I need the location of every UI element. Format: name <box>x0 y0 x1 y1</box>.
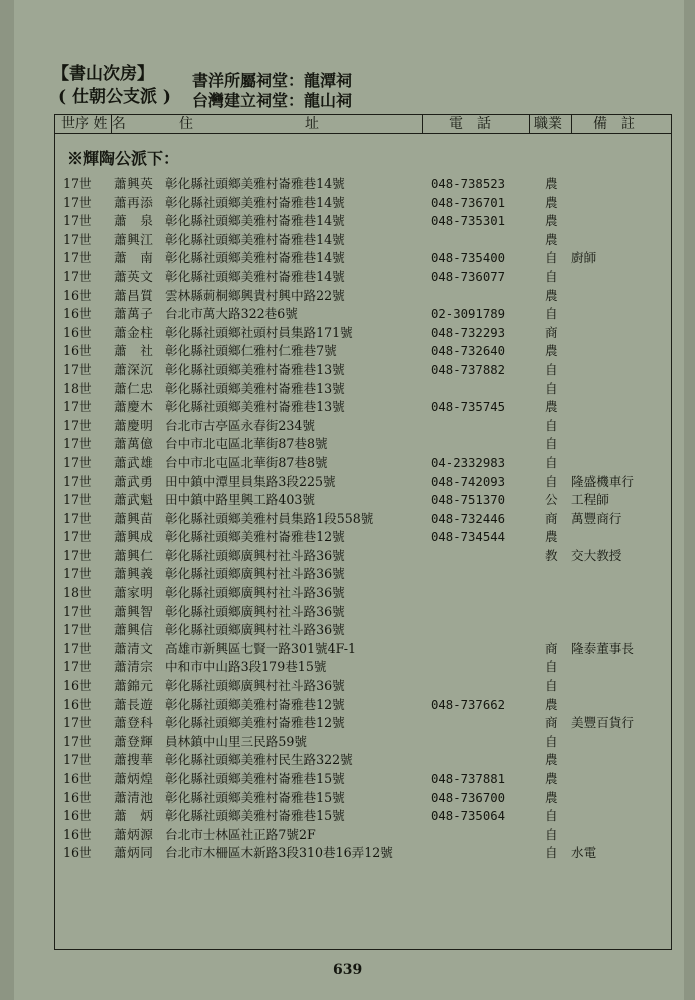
occupation-cell: 自 <box>545 826 558 842</box>
gen-cell: 17世 <box>63 268 92 284</box>
name-cell: 蕭再添 <box>114 194 154 210</box>
occupation-cell: 自 <box>545 436 558 452</box>
table-row <box>55 398 671 417</box>
occupation-cell: 農 <box>545 176 558 191</box>
address-cell: 彰化縣社頭鄉仁雅村仁雅巷7號 <box>165 343 337 359</box>
table-row <box>55 528 671 547</box>
table-row <box>55 584 671 603</box>
name-cell: 蕭炳同 <box>114 845 154 861</box>
address-cell: 高雄市新興區七賢一路301號4F-1 <box>165 640 357 656</box>
col-address: 住 址 <box>179 116 319 132</box>
address-cell: 彰化縣社頭鄉美雅村崙雅巷14號 <box>165 268 345 284</box>
occupation-cell: 自 <box>545 306 558 322</box>
occupation-cell: 自 <box>545 417 558 433</box>
occupation-cell: 農 <box>545 752 558 768</box>
address-cell: 台北市士林區社正路7號2F <box>165 826 316 842</box>
column-divider <box>529 115 530 133</box>
phone-cell: 048-734544 <box>431 530 506 545</box>
gen-cell: 17世 <box>63 640 92 656</box>
table-row <box>55 435 671 454</box>
name-cell: 蕭搜華 <box>114 752 154 768</box>
name-cell: 蕭興智 <box>114 603 154 619</box>
table-row <box>55 844 671 863</box>
address-cell: 彰化縣社頭鄉美雅村崙雅巷15號 <box>165 789 345 805</box>
name-cell: 蕭興苗 <box>114 510 154 526</box>
gen-cell: 17世 <box>63 566 92 582</box>
phone-cell: 048-737662 <box>431 697 506 712</box>
name-cell: 蕭 泉 <box>114 213 154 229</box>
name-cell: 蕭 社 <box>114 343 154 359</box>
name-cell: 蕭興義 <box>114 566 154 582</box>
table-row <box>55 658 671 677</box>
table-row <box>55 640 671 659</box>
name-cell: 蕭慶明 <box>114 417 154 433</box>
table-row <box>55 621 671 640</box>
name-cell: 蕭興英 <box>114 176 154 191</box>
name-cell: 蕭慶木 <box>114 399 154 415</box>
table-row <box>55 231 671 250</box>
address-cell: 彰化縣社頭鄉美雅村崙雅巷15號 <box>165 808 345 824</box>
address-cell: 台北市木柵區木新路3段310巷16弄12號 <box>165 845 393 861</box>
occupation-cell: 農 <box>545 696 558 712</box>
table-row <box>55 305 671 324</box>
phone-cell: 048-732446 <box>431 511 506 526</box>
name-cell: 蕭仁忠 <box>114 380 154 396</box>
occupation-cell: 自 <box>545 380 558 396</box>
table-row <box>55 361 671 380</box>
phone-cell: 02-3091789 <box>431 307 506 322</box>
table-row <box>55 175 671 194</box>
table-row <box>55 807 671 826</box>
name-cell: 蕭金柱 <box>114 324 154 340</box>
address-cell: 彰化縣社頭鄉廣興村社斗路36號 <box>165 603 345 619</box>
name-cell: 蕭長遊 <box>114 696 154 712</box>
ancestral-hall-label: 書洋所屬祠堂：龍潭祠 <box>192 71 353 90</box>
name-cell: 蕭昌質 <box>114 287 154 303</box>
phone-cell: 048-735064 <box>431 809 506 824</box>
occupation-cell: 自 <box>545 473 558 489</box>
address-cell: 彰化縣社頭鄉美雅村崙雅巷13號 <box>165 380 345 396</box>
address-cell: 雲林縣莿桐鄉興貴村興中路22號 <box>165 287 345 303</box>
address-cell: 田中鎮中路里興工路403號 <box>165 492 315 508</box>
occupation-cell: 教 <box>545 547 558 563</box>
occupation-cell: 商 <box>545 640 558 656</box>
table-row <box>55 342 671 361</box>
phone-cell: 048-737881 <box>431 772 506 786</box>
remarks-cell: 萬豐商行 <box>571 510 622 526</box>
gen-cell: 17世 <box>63 436 92 452</box>
name-cell: 蕭炳源 <box>114 826 154 842</box>
table-header <box>55 115 671 134</box>
name-cell: 蕭興江 <box>114 231 154 247</box>
address-cell: 彰化縣社頭鄉廣興村社斗路36號 <box>165 547 345 563</box>
gen-cell: 17世 <box>63 417 92 433</box>
phone-cell: 04-2332983 <box>431 455 506 470</box>
occupation-cell: 公 <box>545 492 558 508</box>
gen-cell: 17世 <box>63 622 92 638</box>
table-row <box>55 380 671 399</box>
occupation-cell: 農 <box>545 194 558 210</box>
table-row <box>55 714 671 733</box>
phone-cell: 048-735301 <box>431 214 506 229</box>
table-row <box>55 696 671 715</box>
occupation-cell: 自 <box>545 678 558 694</box>
table-row <box>55 510 671 529</box>
gen-cell: 16世 <box>63 678 92 694</box>
name-cell: 蕭 南 <box>114 250 154 266</box>
gen-cell: 16世 <box>63 696 92 712</box>
section-title: ※輝陶公派下： <box>67 149 180 168</box>
table-row <box>55 565 671 584</box>
address-cell: 彰化縣社頭鄉美雅村員集路1段558號 <box>165 510 374 526</box>
col-phone: 電 話 <box>449 116 491 132</box>
gen-cell: 17世 <box>63 733 92 749</box>
occupation-cell: 自 <box>545 733 558 749</box>
gen-cell: 16世 <box>63 789 92 805</box>
name-cell: 蕭武雄 <box>114 454 154 470</box>
table-row <box>55 826 671 845</box>
name-cell: 蕭興信 <box>114 622 154 638</box>
table-row <box>55 547 671 566</box>
address-cell: 彰化縣社頭鄉美雅村崙雅巷14號 <box>165 176 345 191</box>
name-cell: 蕭興仁 <box>114 547 154 563</box>
gen-cell: 17世 <box>63 399 92 415</box>
phone-cell: 048-737882 <box>431 362 506 377</box>
remarks-cell: 工程師 <box>571 492 609 508</box>
address-cell: 彰化縣社頭鄉美雅村崙雅巷14號 <box>165 250 345 266</box>
table-row <box>55 249 671 268</box>
occupation-cell: 農 <box>545 213 558 229</box>
phone-cell: 048-742093 <box>431 474 506 489</box>
address-cell: 彰化縣社頭鄉美雅村崙雅巷12號 <box>165 529 345 545</box>
table-row <box>55 473 671 492</box>
table-row <box>55 324 671 343</box>
gen-cell: 17世 <box>63 454 92 470</box>
table-row <box>55 287 671 306</box>
occupation-cell: 農 <box>545 399 558 415</box>
gen-cell: 17世 <box>63 231 92 247</box>
name-cell: 蕭武魁 <box>114 492 154 508</box>
address-cell: 彰化縣社頭鄉美雅村崙雅巷12號 <box>165 696 345 712</box>
table-row <box>55 733 671 752</box>
address-cell: 彰化縣社頭鄉美雅村崙雅巷12號 <box>165 715 345 731</box>
address-cell: 彰化縣社頭鄉美雅村民生路322號 <box>165 752 353 768</box>
name-cell: 蕭登輝 <box>114 733 154 749</box>
table-row <box>55 212 671 231</box>
remarks-cell: 隆泰董事長 <box>571 640 634 656</box>
occupation-cell: 農 <box>545 343 558 359</box>
occupation-cell: 商 <box>545 715 558 731</box>
phone-cell: 048-736701 <box>431 195 506 210</box>
column-divider <box>111 115 112 133</box>
remarks-cell: 美豐百貨行 <box>571 715 634 731</box>
occupation-cell: 自 <box>545 659 558 675</box>
occupation-cell: 農 <box>545 287 558 303</box>
occupation-cell: 自 <box>545 454 558 470</box>
address-cell: 台北市萬大路322巷6號 <box>165 306 298 322</box>
occupation-cell: 自 <box>545 845 558 861</box>
gen-cell: 16世 <box>63 771 92 786</box>
name-cell: 蕭清文 <box>114 640 154 656</box>
address-cell: 彰化縣社頭鄉社頭村員集路171號 <box>165 324 353 340</box>
sub-branch-title: ( 仕朝公支派 ) <box>58 87 171 107</box>
taiwan-hall-label: 台灣建立祠堂：龍山祠 <box>192 91 353 110</box>
name-cell: 蕭萬子 <box>114 306 154 322</box>
occupation-cell: 自 <box>545 250 558 266</box>
phone-cell: 048-738523 <box>431 177 506 191</box>
address-cell: 中和市中山路3段179巷15號 <box>165 659 327 675</box>
address-cell: 台北市古亭區永春街234號 <box>165 417 315 433</box>
table-row <box>55 194 671 213</box>
address-cell: 田中鎮中潭里員集路3段225號 <box>165 473 336 489</box>
address-cell: 彰化縣社頭鄉廣興村社斗路36號 <box>165 566 345 582</box>
gen-cell: 16世 <box>63 826 92 842</box>
name-cell: 蕭英文 <box>114 268 154 284</box>
phone-cell: 048-751370 <box>431 493 506 508</box>
name-cell: 蕭清池 <box>114 789 154 805</box>
occupation-cell: 農 <box>545 529 558 545</box>
gen-cell: 18世 <box>63 585 92 601</box>
address-cell: 彰化縣社頭鄉廣興村社斗路36號 <box>165 622 345 638</box>
table-row <box>55 454 671 473</box>
name-cell: 蕭 炳 <box>114 808 154 824</box>
name-cell: 蕭炳煌 <box>114 771 154 786</box>
column-divider <box>422 115 423 133</box>
table-row <box>55 268 671 287</box>
table-row <box>55 789 671 808</box>
gen-cell: 17世 <box>63 176 92 191</box>
name-cell: 蕭清宗 <box>114 659 154 675</box>
remarks-cell: 交大教授 <box>571 547 622 563</box>
table-row <box>55 603 671 622</box>
name-cell: 蕭興成 <box>114 529 154 545</box>
table-row <box>55 491 671 510</box>
page-number: 639 <box>333 962 363 978</box>
gen-cell: 16世 <box>63 324 92 340</box>
remarks-cell: 隆盛機車行 <box>571 473 634 489</box>
table-row <box>55 751 671 770</box>
gen-cell: 17世 <box>63 250 92 266</box>
address-cell: 台中市北屯區北華街87巷8號 <box>165 454 328 470</box>
col-gen-name: 世序 姓 名 <box>61 116 126 132</box>
phone-cell: 048-736700 <box>431 790 506 805</box>
address-cell: 彰化縣社頭鄉美雅村崙雅巷14號 <box>165 231 345 247</box>
address-cell: 彰化縣社頭鄉廣興村社斗路36號 <box>165 585 345 601</box>
gen-cell: 16世 <box>63 287 92 303</box>
occupation-cell: 商 <box>545 510 558 526</box>
name-cell: 蕭深沉 <box>114 361 154 377</box>
table-row <box>55 770 671 789</box>
address-cell: 彰化縣社頭鄉廣興村社斗路36號 <box>165 678 345 694</box>
occupation-cell: 商 <box>545 324 558 340</box>
occupation-cell: 農 <box>545 771 558 786</box>
gen-cell: 17世 <box>63 194 92 210</box>
gen-cell: 17世 <box>63 659 92 675</box>
phone-cell: 048-736077 <box>431 269 506 284</box>
phone-cell: 048-732640 <box>431 344 506 359</box>
gen-cell: 17世 <box>63 547 92 563</box>
gen-cell: 17世 <box>63 510 92 526</box>
occupation-cell: 自 <box>545 361 558 377</box>
address-cell: 彰化縣社頭鄉美雅村崙雅巷14號 <box>165 213 345 229</box>
phone-cell: 048-732293 <box>431 325 506 340</box>
phone-cell: 048-735745 <box>431 400 506 415</box>
gen-cell: 17世 <box>63 473 92 489</box>
gen-cell: 16世 <box>63 845 92 861</box>
address-cell: 彰化縣社頭鄉美雅村崙雅巷14號 <box>165 194 345 210</box>
gen-cell: 17世 <box>63 213 92 229</box>
name-cell: 蕭錦元 <box>114 678 154 694</box>
phone-cell: 048-735400 <box>431 251 506 266</box>
remarks-cell: 廚師 <box>571 250 597 266</box>
name-cell: 蕭登科 <box>114 715 154 731</box>
family-branch-title: 【書山次房】 <box>52 64 154 84</box>
gen-cell: 17世 <box>63 529 92 545</box>
table-row <box>55 677 671 696</box>
directory-table <box>54 114 672 950</box>
table-row <box>55 417 671 436</box>
gen-cell: 17世 <box>63 603 92 619</box>
address-cell: 彰化縣社頭鄉美雅村崙雅巷13號 <box>165 399 345 415</box>
name-cell: 蕭武勇 <box>114 473 154 489</box>
address-cell: 彰化縣社頭鄉美雅村崙雅巷15號 <box>165 771 345 786</box>
gen-cell: 17世 <box>63 752 92 768</box>
table-body <box>55 175 671 863</box>
column-divider <box>571 115 572 133</box>
gen-cell: 17世 <box>63 492 92 508</box>
document-page <box>14 0 684 1000</box>
occupation-cell: 農 <box>545 789 558 805</box>
address-cell: 彰化縣社頭鄉美雅村崙雅巷13號 <box>165 361 345 377</box>
address-cell: 員林鎮中山里三民路59號 <box>165 733 307 749</box>
name-cell: 蕭萬億 <box>114 436 154 452</box>
address-cell: 台中市北屯區北華街87巷8號 <box>165 436 328 452</box>
remarks-cell: 水電 <box>571 845 597 861</box>
gen-cell: 18世 <box>63 380 92 396</box>
occupation-cell: 農 <box>545 231 558 247</box>
occupation-cell: 自 <box>545 268 558 284</box>
gen-cell: 17世 <box>63 361 92 377</box>
gen-cell: 16世 <box>63 808 92 824</box>
gen-cell: 17世 <box>63 715 92 731</box>
occupation-cell: 自 <box>545 808 558 824</box>
col-remarks: 備 註 <box>593 116 635 132</box>
name-cell: 蕭家明 <box>114 585 154 601</box>
gen-cell: 16世 <box>63 306 92 322</box>
gen-cell: 16世 <box>63 343 92 359</box>
col-occupation: 職業 <box>534 116 562 132</box>
